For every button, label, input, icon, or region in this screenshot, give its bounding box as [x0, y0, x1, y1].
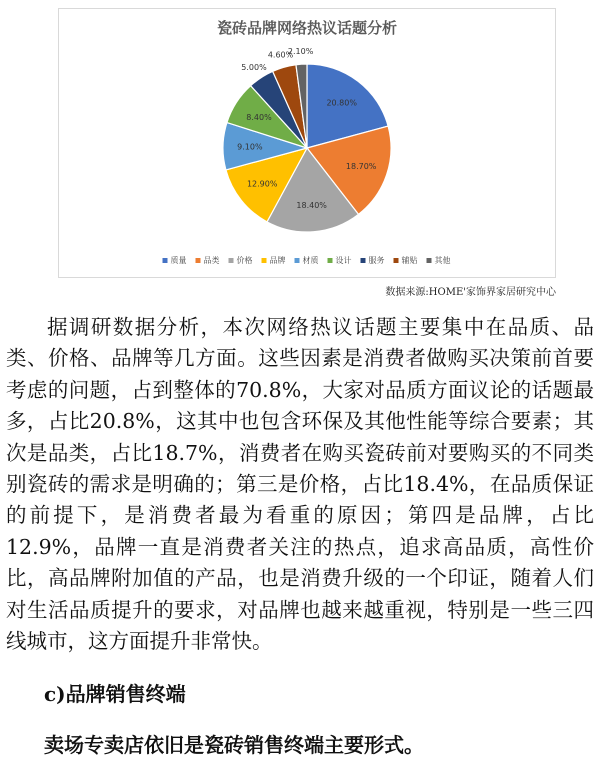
slice-label: 8.40% [246, 113, 272, 123]
legend-label: 设计 [335, 256, 352, 265]
legend-label: 品牌 [269, 256, 286, 265]
legend-label: 辅贴 [401, 256, 418, 265]
legend-swatch [394, 258, 399, 263]
legend-swatch [427, 258, 432, 263]
legend-swatch [163, 258, 168, 263]
chart-title: 瓷砖品牌网络热议话题分析 [216, 19, 398, 37]
legend-label: 服务 [368, 256, 385, 265]
slice-label: 18.70% [345, 162, 377, 172]
pie-chart [58, 8, 556, 278]
pie-chart-svg [59, 9, 555, 277]
legend-swatch [262, 258, 267, 263]
legend-swatch [328, 258, 333, 263]
legend-label: 材质 [302, 256, 319, 265]
section-heading: c)品牌销售终端 [44, 682, 186, 706]
slice-label: 9.10% [237, 142, 263, 152]
slice-label: 20.80% [326, 98, 357, 108]
data-source-note: 数据来源:HOME'家饰界家居研究中心 [385, 287, 556, 298]
slice-label: 18.40% [296, 200, 327, 210]
legend-label: 品类 [203, 256, 220, 265]
legend-swatch [361, 258, 366, 263]
legend-swatch [196, 258, 201, 263]
legend-label: 其他 [434, 256, 451, 265]
legend-label: 质量 [170, 256, 187, 265]
slice-label: 5.00% [241, 62, 267, 72]
bold-sentence: 卖场专卖店依旧是瓷砖销售终端主要形式。 [44, 733, 424, 757]
legend-swatch [295, 258, 300, 263]
slice-label: 2.10% [287, 47, 314, 57]
legend-label: 价格 [236, 256, 253, 265]
slice-label: 12.90% [246, 179, 278, 189]
slice-label: 4.60% [267, 50, 294, 60]
analysis-paragraph: 据调研数据分析，本次网络热议话题主要集中在品质、品类、价格、品牌等几方面。这些因素是消费者做购买决策前首要考虑的问题，占到整体的70.8%，大家对品质方面议论的话题最多，占比20.8%，这其中也包含环保及其他性能等综合要素；其次是品类，占比18.7%，消费者在购买瓷砖前对要购买的不同类别瓷砖的需求是明确的；第三是价格，占比18.4%，在品质保证的前提下，是消费者最为看重的原因；第四是品牌，占比12.9%，品牌一直是消费者关注的热点，追求高品质，高性价比，高品牌附加值的产品，也是消费升级的一个印证，随着人们对生活品质提升的要求，对品牌也越来越重视，特别是一些三四线城市，这方面提升非常快。 [6, 315, 594, 654]
legend-swatch [229, 258, 234, 263]
